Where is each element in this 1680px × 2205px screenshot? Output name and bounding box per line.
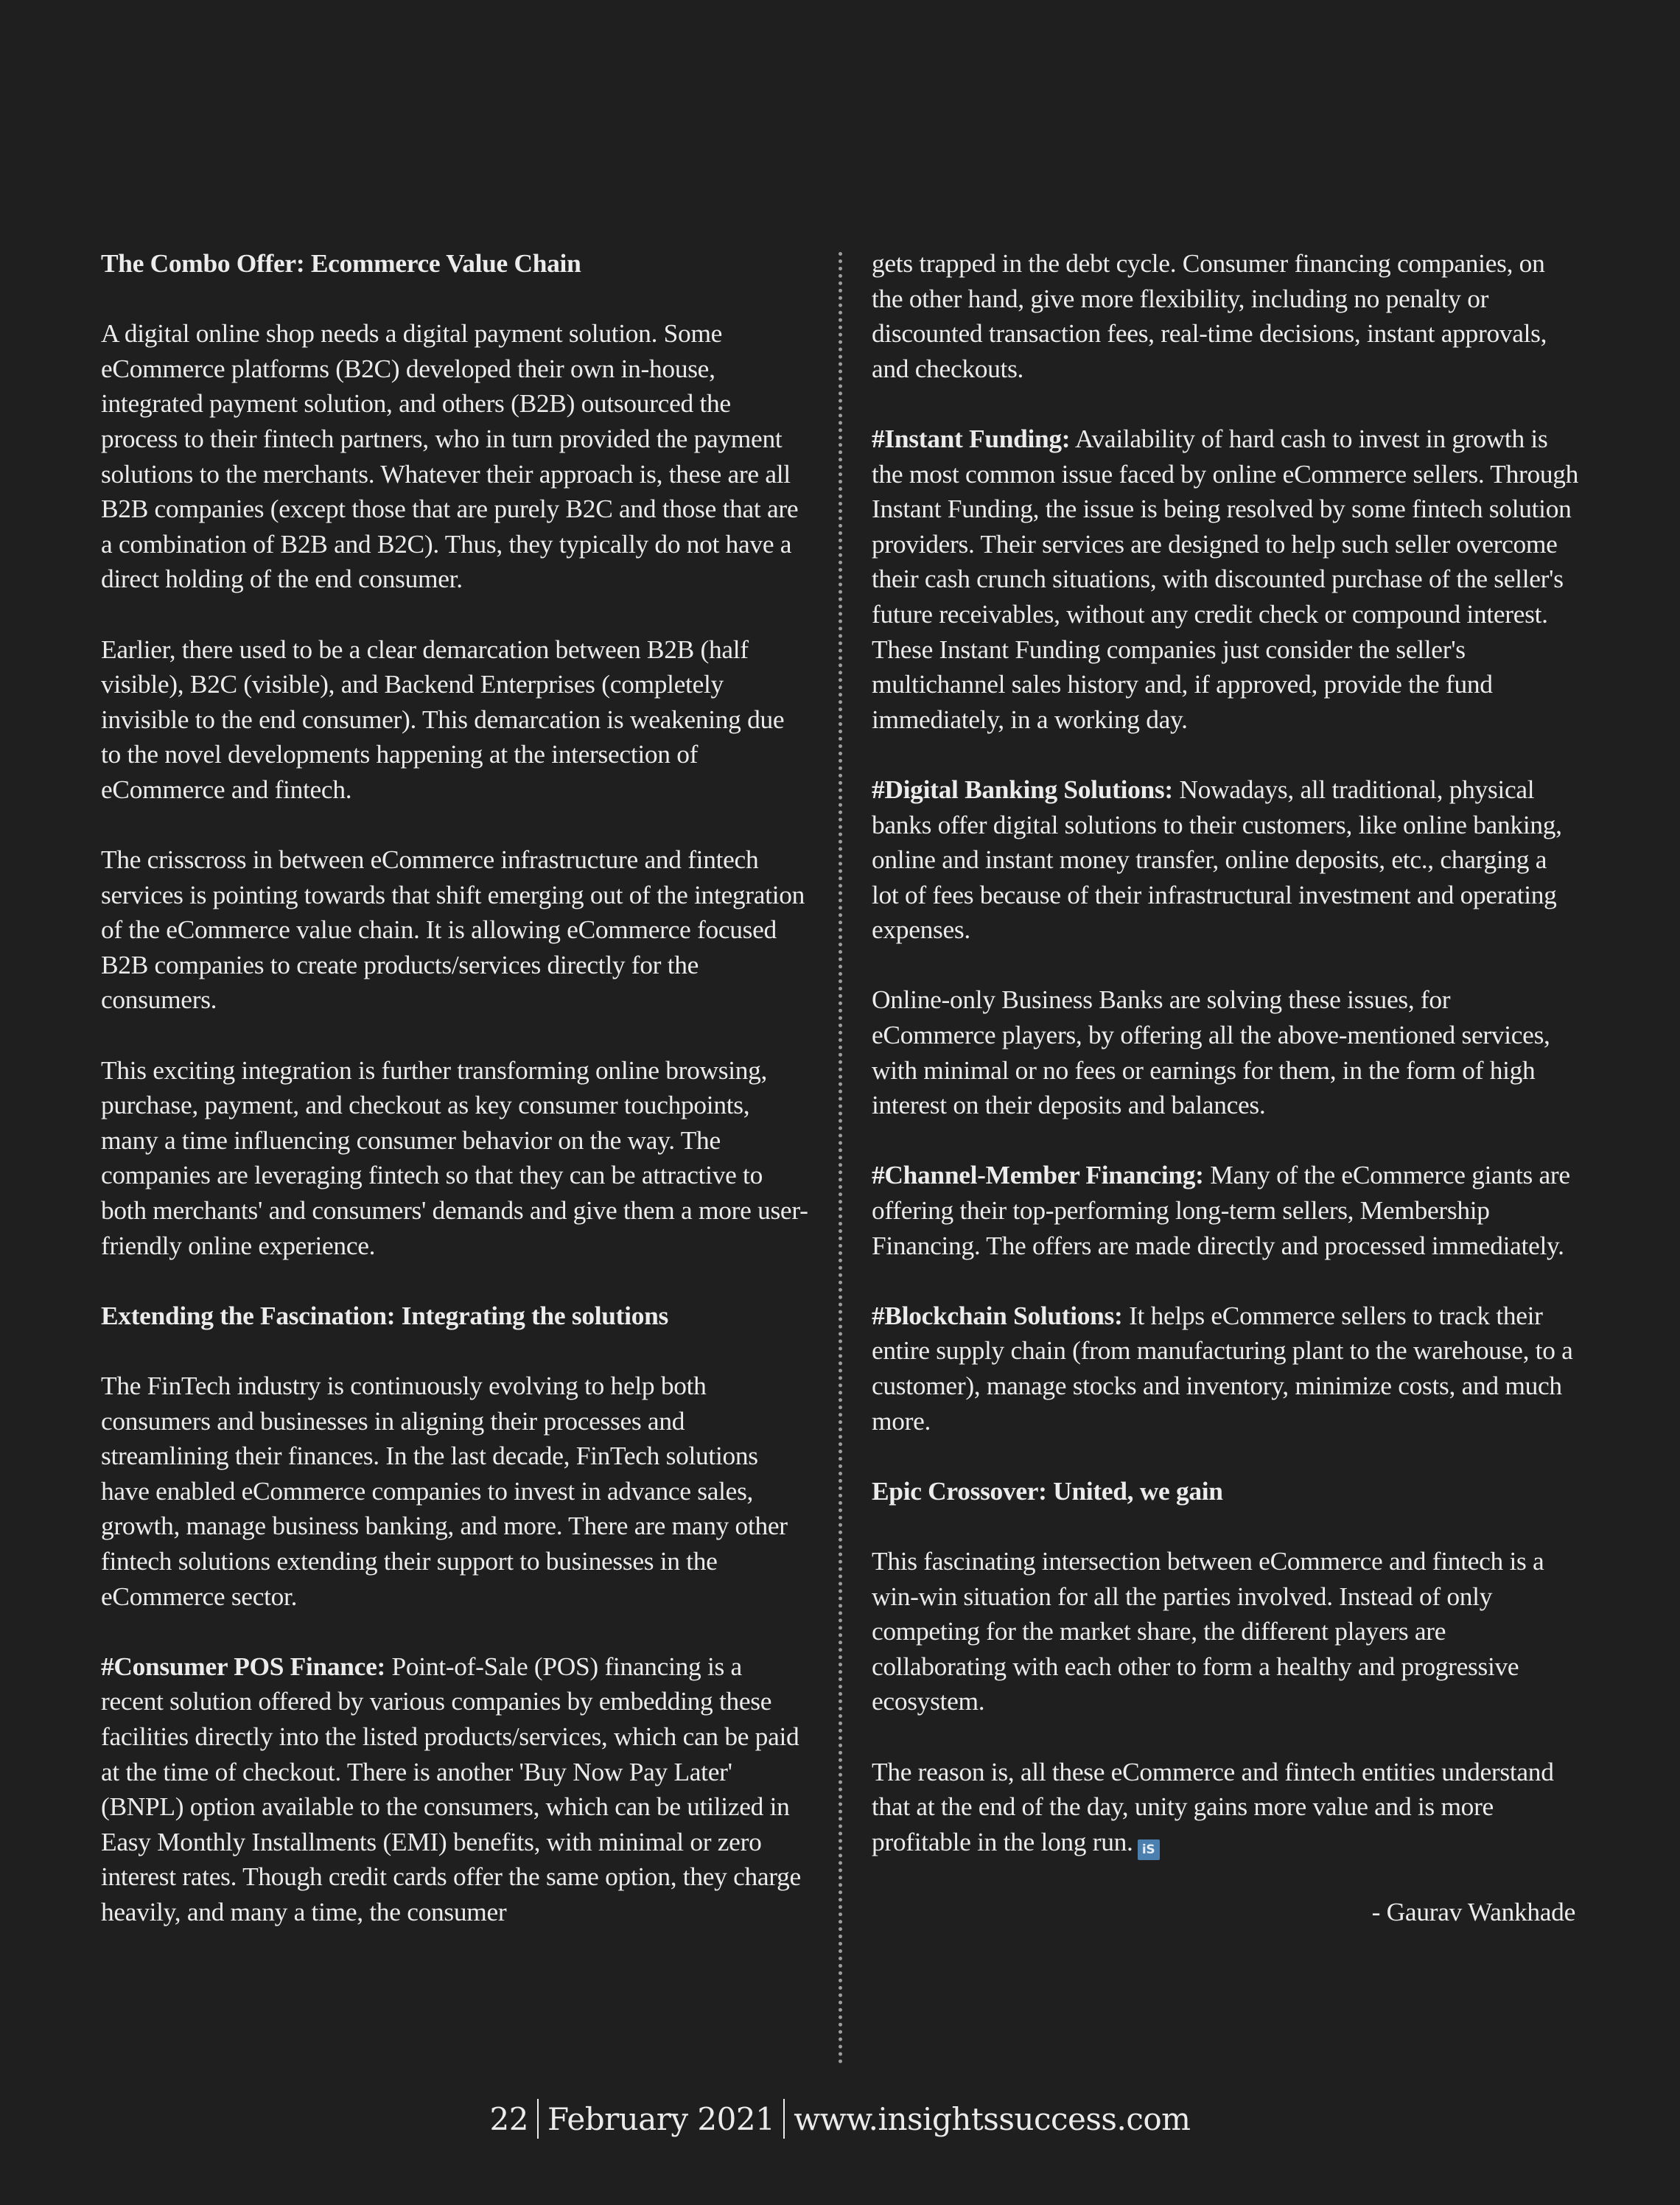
banking-body-text: Nowadays, all traditional, physical banks offer digital solutions to their customers, like online banking, online and instant money transfer, online deposits, etc., charging a lot of fees because of their infrastructural investment and operating expenses.	[872, 774, 1562, 945]
blockchain-body-text: It helps eCommerce sellers to track their entire supply chain (from manufacturing plant to the warehouse, to a customer), manage stocks and inventory, minimize costs, and much more.	[872, 1300, 1573, 1436]
section-heading-combo-offer: The Combo Offer: Ecommerce Value Chain	[101, 248, 581, 278]
banking-lead-label: #Digital Banking Solutions:	[872, 774, 1173, 804]
channel-lead-label: #Channel-Member Financing:	[872, 1160, 1204, 1190]
paragraph-reason	[872, 1755, 1579, 1860]
paragraph-channel-member	[872, 1158, 1579, 1263]
funding-lead-label: #Instant Funding:	[872, 423, 1071, 453]
paragraph-fascinating: This fascinating intersection between eCommerce and fintech is a win-win situation for all the parties involved. Instead of only competing for the market share, the different players are collaborating with each other to form a healthy and progressive ecosystem.	[872, 1545, 1544, 1716]
pos-lead-label: #Consumer POS Finance:	[101, 1651, 385, 1681]
paragraph-demarcation: Earlier, there used to be a clear demarcation between B2B (half visible), B2C (visible), and Backend Enterprises (completely invisible to the end consumer). This demarcation is weakening due to the novel developments happening at the intersection of eCommerce and fintech.	[101, 634, 785, 804]
column-divider	[839, 252, 842, 2065]
channel-body-text: Many of the eCommerce giants are offering their top-performing long-term sellers, Membership Financing. The offers are made directly and processed immediately.	[872, 1160, 1570, 1260]
author-signature: - Gaurav Wankhade	[1371, 1897, 1575, 1927]
pos-body-text: Point-of-Sale (POS) financing is a recent solution offered by various companies by embedding these facilities directly into the listed products/services, which can be paid at the time of checkout. There is another 'Buy Now Pay Later' (BNPL) option available to the consumers, which can be utilized in Easy Monthly Installments (EMI) benefits, with minimal or zero interest rates. Though credit cards offer the same option, they charge heavily, and many a time, the consumer	[101, 1651, 801, 1926]
paragraph-crisscross: The crisscross in between eCommerce infrastructure and fintech services is pointing towards that shift emerging out of the integration of the eCommerce value chain. It is allowing eCommerce focused B2B companies to create products/services directly for the consumers.	[101, 845, 805, 1015]
end-mark-icon: iS	[1138, 1839, 1160, 1860]
paragraph-digital-banking	[872, 772, 1579, 948]
paragraph-blockchain	[872, 1299, 1579, 1439]
paragraph-integration: This exciting integration is further transforming online browsing, purchase, payment, and checkout as key consumer touchpoints, many a time influencing consumer behavior on the way. The companies are leveraging fintech so that they can be attractive to both merchants' and consumers' demands and give them a more user-friendly online experience.	[101, 1055, 808, 1260]
page-footer	[0, 2099, 1680, 2139]
blockchain-lead-label: #Blockchain Solutions:	[872, 1300, 1123, 1330]
page-number: 22	[489, 2101, 528, 2137]
paragraph-consumer-pos	[101, 1649, 808, 1930]
right-column	[872, 246, 1579, 1965]
website-url: www.insightssuccess.com	[794, 2101, 1191, 2137]
footer-separator	[783, 2099, 785, 2139]
paragraph-instant-funding	[872, 422, 1579, 737]
section-heading-epic-crossover: Epic Crossover: United, we gain	[872, 1475, 1223, 1506]
footer-separator	[537, 2099, 539, 2139]
paragraph-online-banks: Online-only Business Banks are solving these issues, for eCommerce players, by offering all the above-mentioned services, with minimal or no fees or earnings for them, in the form of high interest on their deposits and balances.	[872, 985, 1550, 1120]
reason-body-text: The reason is, all these eCommerce and fintech entities understand that at the end of the day, unity gains more value and is more profitable in the long run.	[872, 1756, 1554, 1856]
paragraph-fintech-industry: The FinTech industry is continuously evolving to help both consumers and businesses in aligning their processes and streamlining their finances. In the last decade, FinTech solutions have enabled eCommerce companies to invest in advance sales, growth, manage business banking, and more. There are many other fintech solutions extending their support to businesses in the eCommerce sector.	[101, 1371, 788, 1611]
paragraph-debt-cycle: gets trapped in the debt cycle. Consumer financing companies, on the other hand, give more flexibility, including no penalty or discounted transaction fees, real-time decisions, instant approvals, and checkouts.	[872, 248, 1547, 383]
funding-body-text: Availability of hard cash to invest in growth is the most common issue faced by online eCommerce sellers. Through Instant Funding, the issue is being resolved by some fintech solution providers. Their services are designed to help such seller overcome their cash crunch situations, with discounted purchase of the seller's future receivables, without any credit check or compound interest. These Instant Funding companies just consider the seller's multichannel sales history and, if approved, provide the fund immediately, in a working day.	[872, 423, 1579, 734]
issue-date: February 2021	[547, 2101, 775, 2137]
paragraph-digital-shop: A digital online shop needs a digital payment solution. Some eCommerce platforms (B2C) developed their own in-house, integrated payment solution, and others (B2B) outsourced the process to their fintech partners, who in turn provided the payment solutions to the merchants. Whatever their approach is, these are all B2B companies (except those that are purely B2C and those that are a combination of B2B and B2C). Thus, they typically do not have a direct holding of the end consumer.	[101, 318, 799, 594]
left-column	[101, 246, 808, 1965]
section-heading-fascination: Extending the Fascination: Integrating the solutions	[101, 1300, 668, 1330]
